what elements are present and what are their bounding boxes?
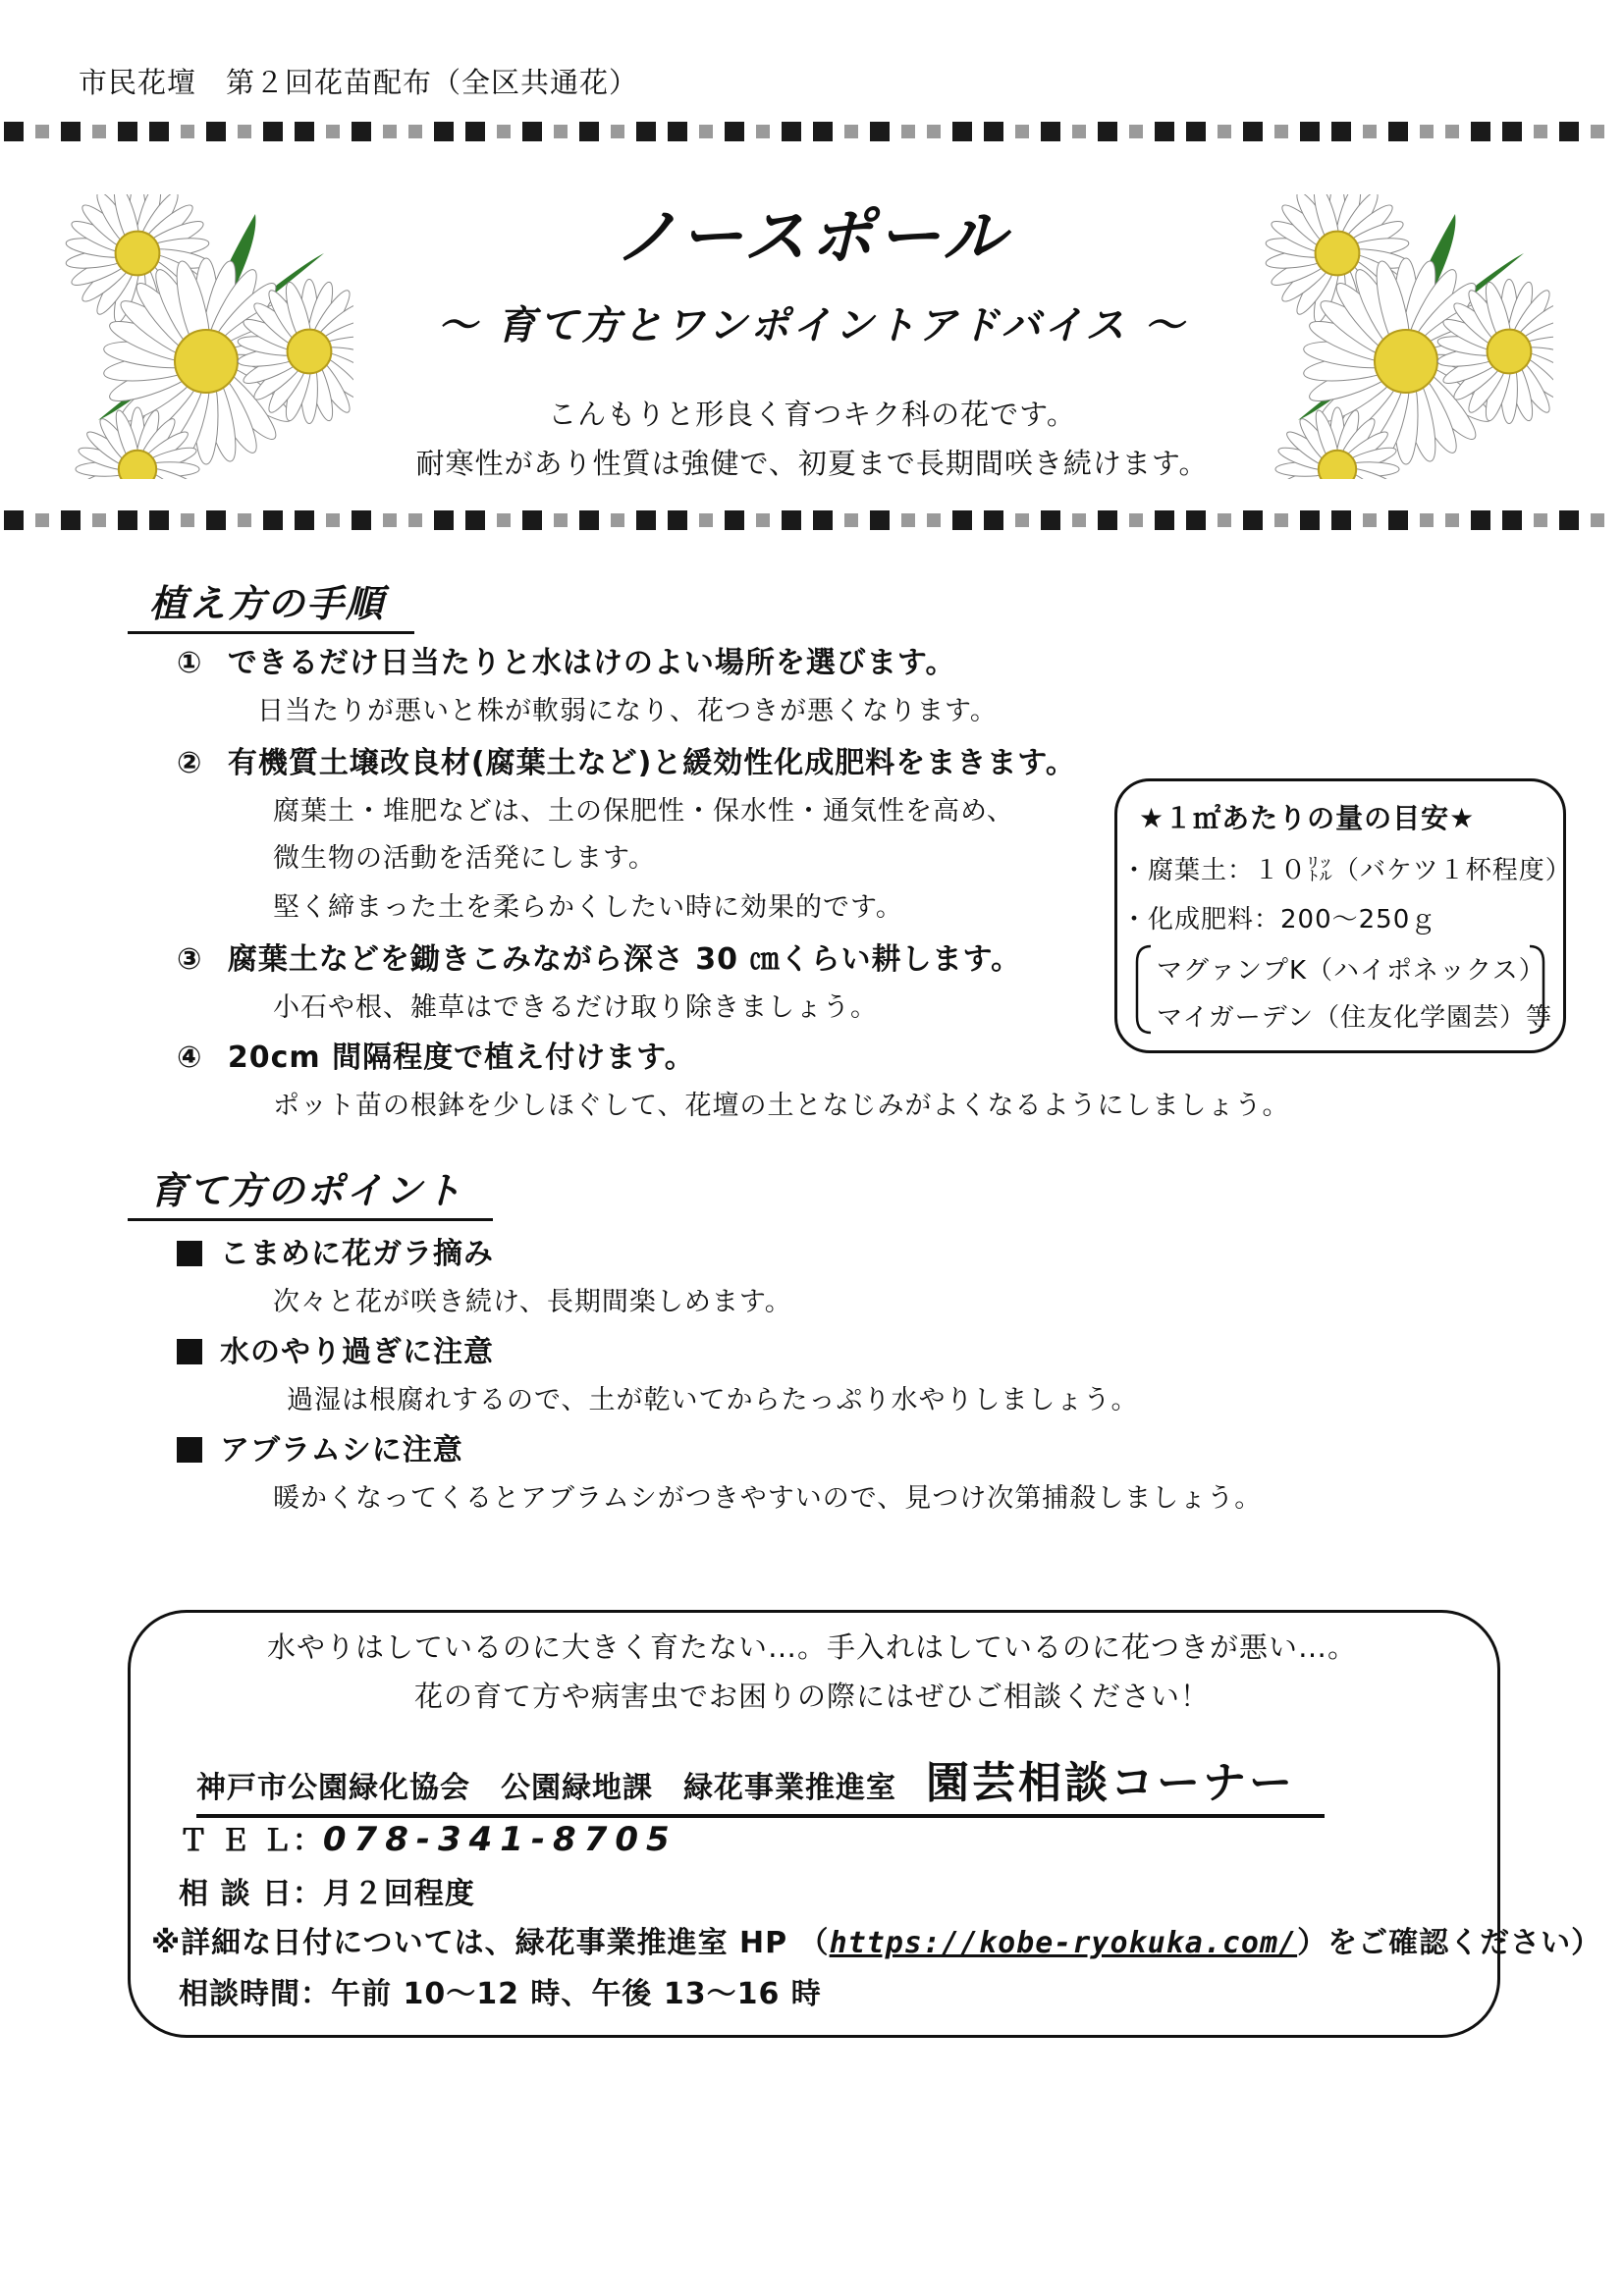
section-title-care: 育て方のポイント [128, 1160, 493, 1221]
step-text: できるだけ日当たりと水はけのよい場所を選びます。 [227, 646, 956, 680]
care-point-2 [177, 1327, 494, 1370]
planting-step-4 [177, 1033, 695, 1076]
detail-suffix: ）をご確認ください） [1297, 1926, 1602, 1960]
website-link[interactable]: https://kobe-ryokuka.com/ [829, 1926, 1298, 1960]
care-point-title: こまめに花ガラ摘み [220, 1237, 494, 1271]
consult-organization [196, 1747, 1325, 1818]
detail-prefix: ※詳細な日付については、緑花事業推進室 HP （ [151, 1926, 830, 1960]
document-header-label: 市民花壇 第２回花苗配布（全区共通花） [79, 66, 639, 99]
care-point-3 [177, 1425, 463, 1468]
square-bullet-icon [177, 1437, 202, 1463]
square-bullet-icon [177, 1339, 202, 1364]
step-2-note-1: 腐葉土・堆肥などは、土の保肥性・保水性・通気性を高め、 [273, 796, 1014, 827]
step-number: ② [177, 746, 203, 780]
care-point-1-note: 次々と花が咲き続け、長期間楽しめます。 [273, 1287, 792, 1317]
intro-line-1: こんもりと形良く育つキク科の花です。 [548, 398, 1076, 431]
day-value: 月２回程度 [322, 1877, 475, 1911]
planting-step-2 [177, 738, 1076, 781]
step-number: ① [177, 646, 203, 680]
amount-product-2: マイガーデン（住友化学園芸）等 [1157, 1003, 1553, 1033]
consult-line-2: 花の育て方や病害虫でお困りの際にはぜひご相談ください！ [413, 1680, 1210, 1713]
step-number: ④ [177, 1041, 203, 1075]
care-point-3-note: 暖かくなってくるとアブラムシがつきやすいので、見つけ次第捕殺しましょう。 [273, 1483, 1263, 1514]
consult-detail [151, 1918, 1601, 1961]
intro-line-2: 耐寒性があり性質は強健で、初夏まで長期間咲き続けます。 [415, 447, 1209, 480]
square-bullet-icon [177, 1241, 202, 1266]
planting-step-1 [177, 638, 955, 681]
consult-line-1: 水やりはしているのに大きく育たない…。手入れはしているのに花つきが悪い…。 [266, 1630, 1357, 1664]
amount-product-1: マグァンプK（ハイポネックス） [1157, 956, 1545, 986]
consult-tel [179, 1816, 677, 1859]
tel-label: Ｔ Ｅ Ｌ： [179, 1824, 323, 1858]
care-point-2-note: 過湿は根腐れするので、土が乾いてからたっぷり水やりしましょう。 [287, 1385, 1139, 1415]
step-text: 20cm 間隔程度で植え付けます。 [227, 1041, 695, 1075]
page-title: ノースポール [615, 201, 1009, 274]
dotted-border-bottom [0, 508, 1624, 532]
tel-number[interactable]: 078-341-8705 [322, 1820, 677, 1859]
step-1-note: 日当たりが悪いと株が軟弱になり、花つきが悪くなります。 [257, 696, 998, 726]
care-point-1 [177, 1229, 494, 1272]
page-subtitle: ～ 育て方とワンポイントアドバイス ～ [437, 303, 1187, 348]
step-3-note: 小石や根、雑草はできるだけ取り除きましょう。 [273, 992, 878, 1023]
planting-step-3 [177, 934, 1021, 978]
step-text: 有機質土壌改良材(腐葉土など)と緩効性化成肥料をまきます。 [227, 746, 1076, 780]
amount-line-fertilizer: ・化成肥料：200～250ｇ [1121, 905, 1437, 934]
organization-name: 神戸市公園緑化協会 公園緑地課 緑花事業推進室 [196, 1771, 896, 1805]
step-2-note-3: 堅く締まった土を柔らかくしたい時に効果的です。 [273, 892, 903, 923]
amount-guide-title: ★１㎡あたりの量の目安★ [1139, 802, 1476, 834]
step-text: 腐葉土などを鋤きこみながら深さ 30 ㎝くらい耕します。 [227, 942, 1022, 977]
care-point-title: アブラムシに注意 [220, 1433, 463, 1468]
consult-day [179, 1869, 475, 1912]
step-2-note-2: 微生物の活動を活発にします。 [273, 843, 656, 874]
section-title-planting: 植え方の手順 [128, 573, 414, 634]
hours-label: 相談時間： [179, 1977, 331, 2011]
dotted-border-top [0, 120, 1624, 143]
step-number: ③ [177, 942, 203, 977]
consult-corner-name: 園芸相談コーナー [926, 1758, 1295, 1808]
step-4-note: ポット苗の根鉢を少しほぐして、花壇の土となじみがよくなるようにしましょう。 [273, 1091, 1290, 1121]
day-label: 相 談 日： [179, 1877, 323, 1911]
hours-value: 午前 10～12 時、午後 13～16 時 [331, 1977, 822, 2011]
care-point-title: 水のやり過ぎに注意 [220, 1335, 494, 1369]
amount-line-leaf-mold: ・腐葉土：１０㍑（バケツ１杯程度） [1121, 856, 1572, 885]
consult-hours [179, 1969, 822, 2012]
